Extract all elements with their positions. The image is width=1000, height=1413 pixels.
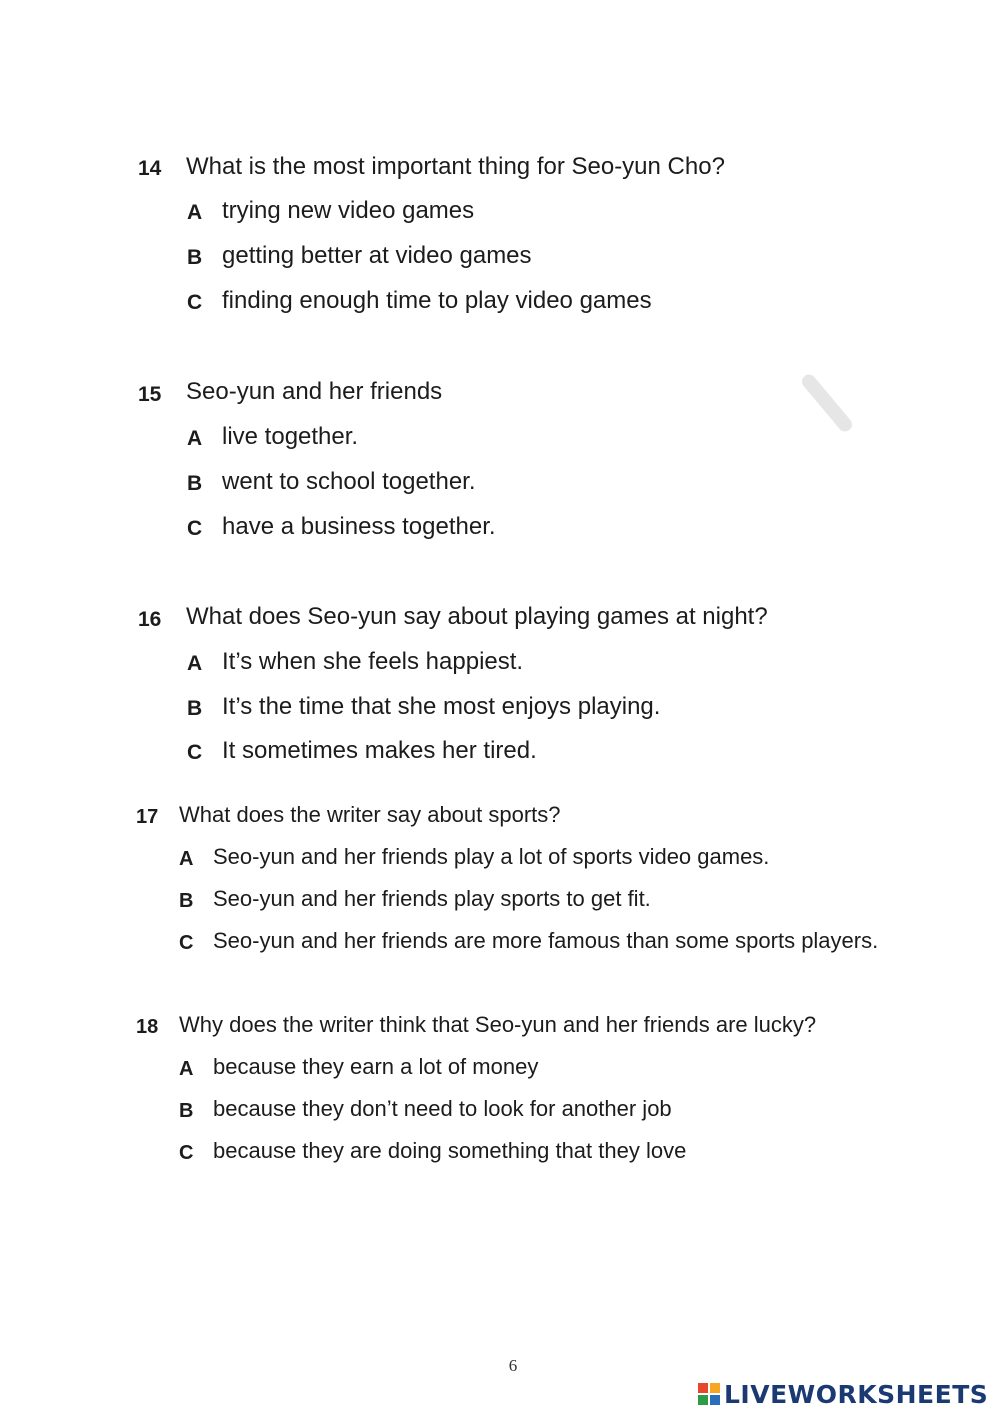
option-letter: A [187,427,203,450]
option-text: have a business together. [222,513,496,540]
question-number: 17 [136,806,159,828]
option-letter: A [187,652,203,675]
option-text: Seo-yun and her friends play sports to get fit. [213,886,651,911]
page-number: 6 [508,1356,518,1375]
option-text: It’s the time that she most enjoys playing. [222,693,661,720]
option-text: Seo-yun and her friends are more famous than some sports players. [213,928,879,953]
option-text: getting better at video games [222,242,532,269]
option-text: because they earn a lot of money [213,1054,539,1079]
option-letter: B [179,1100,194,1122]
question-number: 15 [138,383,162,406]
logo-grid-icon [698,1383,720,1405]
question-text: What does the writer say about sports? [179,802,561,827]
option-text: finding enough time to play video games [222,287,652,314]
option-letter: C [179,1142,194,1164]
option-letter: A [179,848,194,870]
liveworksheets-logo [698,1378,988,1410]
option-text: went to school together. [222,468,476,495]
option-text: because they don’t need to look for another job [213,1096,672,1121]
option-letter: C [187,291,203,314]
question-number: 18 [136,1016,159,1038]
option-text: live together. [222,423,359,450]
question-text: Seo-yun and her friends [186,378,443,405]
question-text: Why does the writer think that Seo-yun and her friends are lucky? [179,1012,817,1037]
question-number: 16 [138,608,162,631]
option-letter: B [187,472,203,495]
question-text: What does Seo-yun say about playing games at night? [186,603,768,630]
logo-text: LIVEWORKSHEETS [724,1379,989,1409]
question-number: 14 [138,157,162,180]
option-letter: B [179,890,194,912]
option-text: trying new video games [222,197,475,224]
option-text: Seo-yun and her friends play a lot of sports video games. [213,844,770,869]
option-letter: A [187,201,203,224]
option-text: It sometimes makes her tired. [222,737,537,764]
option-letter: C [187,517,203,540]
scan-mark [799,372,855,435]
question-text: What is the most important thing for Seo-yun Cho? [186,153,725,180]
option-letter: B [187,697,203,720]
option-text: It’s when she feels happiest. [222,648,524,675]
option-letter: B [187,246,203,269]
option-letter: C [179,932,194,954]
option-letter: A [179,1058,194,1080]
option-text: because they are doing something that they love [213,1138,687,1163]
option-letter: C [187,741,203,764]
